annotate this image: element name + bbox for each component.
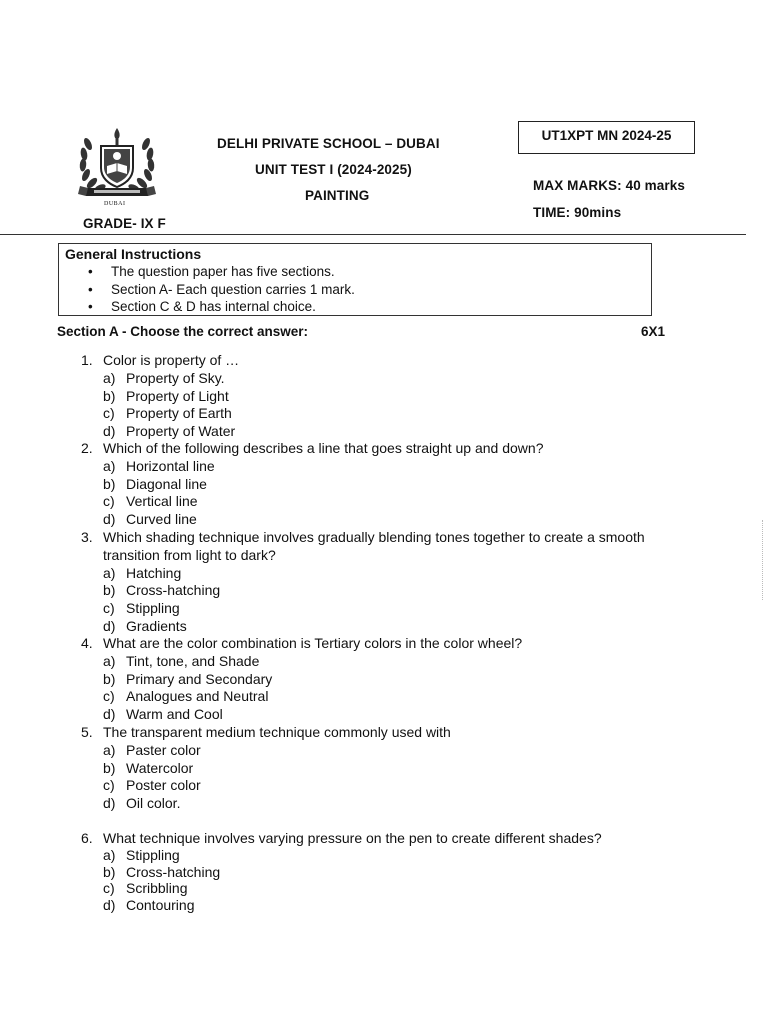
test-name: UNIT TEST I (2024-2025) xyxy=(255,162,412,177)
option-text: Primary and Secondary xyxy=(126,670,273,687)
option-label: c) xyxy=(103,777,115,794)
option-text: Gradients xyxy=(126,618,187,634)
option-text: Horizontal line xyxy=(126,457,215,474)
option-text: Hatching xyxy=(126,564,182,581)
option-label: a) xyxy=(103,846,116,863)
option-text: Vertical line xyxy=(126,493,198,510)
question-text: What are the color combination is Tertiary colors in the color wheel? xyxy=(103,635,523,651)
option-label: a) xyxy=(103,457,116,474)
option-text: Property of Sky. xyxy=(126,369,225,386)
option-label: b) xyxy=(103,387,116,404)
option-label: b) xyxy=(103,582,116,599)
option-text: Warm and Cool xyxy=(126,706,223,723)
option-label: c) xyxy=(103,493,115,510)
instructions-list xyxy=(59,263,355,316)
scan-edge-mark xyxy=(762,520,764,600)
option-label: c) xyxy=(103,405,115,422)
subject-name: PAINTING xyxy=(305,188,370,203)
instruction-item: • Section A- Each question carries 1 mark. xyxy=(59,281,355,299)
option-label: a) xyxy=(103,652,116,669)
time-allowed: TIME: 90mins xyxy=(533,205,622,220)
question-number: 5. xyxy=(81,724,93,740)
general-instructions-box xyxy=(58,243,652,316)
max-marks: MAX MARKS: 40 marks xyxy=(533,178,685,193)
question-number: 2. xyxy=(81,440,93,456)
question-text: The transparent medium technique commonly used with xyxy=(103,724,451,740)
option-text: Paster color xyxy=(126,741,201,758)
paper-code: UT1XPT MN 2024-25 xyxy=(541,128,672,143)
option-label: b) xyxy=(103,670,116,687)
option-label: b) xyxy=(103,475,116,492)
option-text: Poster color xyxy=(126,777,201,794)
option-text: Tint, tone, and Shade xyxy=(126,652,260,669)
option-text: Watercolor xyxy=(126,759,194,776)
question-number: 1. xyxy=(81,352,93,368)
option-text: Stippling xyxy=(126,600,180,617)
option-text: Stippling xyxy=(126,846,180,863)
option-label: a) xyxy=(103,564,116,581)
paper-code-box xyxy=(518,121,695,154)
option-label: b) xyxy=(103,863,116,880)
option-text: Analogues and Neutral xyxy=(126,688,269,705)
option-text: Curved line xyxy=(126,511,197,528)
question-number: 3. xyxy=(81,529,93,545)
option-text: Cross-hatching xyxy=(126,863,221,880)
option-text: Oil color. xyxy=(126,795,181,812)
option-label: c) xyxy=(103,880,115,897)
instruction-item: • Section C & D has internal choice. xyxy=(59,298,355,316)
section-a-marks: 6X1 xyxy=(641,324,666,339)
option-text: Property of Water xyxy=(126,423,236,440)
header-divider xyxy=(0,234,746,235)
option-label: c) xyxy=(103,688,115,705)
question-number: 6. xyxy=(81,830,93,846)
grade-label: GRADE- IX F xyxy=(83,216,166,231)
instruction-item: • The question paper has five sections. xyxy=(59,263,355,281)
option-label: d) xyxy=(103,511,116,528)
instructions-title: General Instructions xyxy=(65,246,202,262)
question-number: 4. xyxy=(81,635,93,651)
logo-city-text: DUBAI xyxy=(104,201,126,207)
option-text: Diagonal line xyxy=(126,475,207,492)
option-label: c) xyxy=(103,600,115,617)
question-text: Which of the following describes a line that goes straight up and down? xyxy=(103,440,544,456)
question-text: transition from light to dark? xyxy=(103,546,276,563)
option-label: a) xyxy=(103,741,116,758)
option-label: d) xyxy=(103,423,116,440)
question-text: Which shading technique involves gradually blending tones together to create a smooth xyxy=(103,529,645,545)
question-text: What technique involves varying pressure on the pen to create different shades? xyxy=(103,830,602,846)
option-label: d) xyxy=(103,706,116,723)
option-text: Cross-hatching xyxy=(126,582,221,599)
option-label: a) xyxy=(103,369,116,386)
option-text: Property of Earth xyxy=(126,405,232,422)
option-label: b) xyxy=(103,759,116,776)
option-text: Scribbling xyxy=(126,880,188,897)
option-label: d) xyxy=(103,897,116,914)
option-text: Contouring xyxy=(126,897,195,914)
option-label: d) xyxy=(103,618,116,634)
section-a-title: Section A - Choose the correct answer: xyxy=(57,324,309,339)
question-text: Color is property of … xyxy=(103,352,240,368)
option-label: d) xyxy=(103,795,116,812)
school-name: DELHI PRIVATE SCHOOL – DUBAI xyxy=(217,136,440,151)
option-text: Property of Light xyxy=(126,387,229,404)
